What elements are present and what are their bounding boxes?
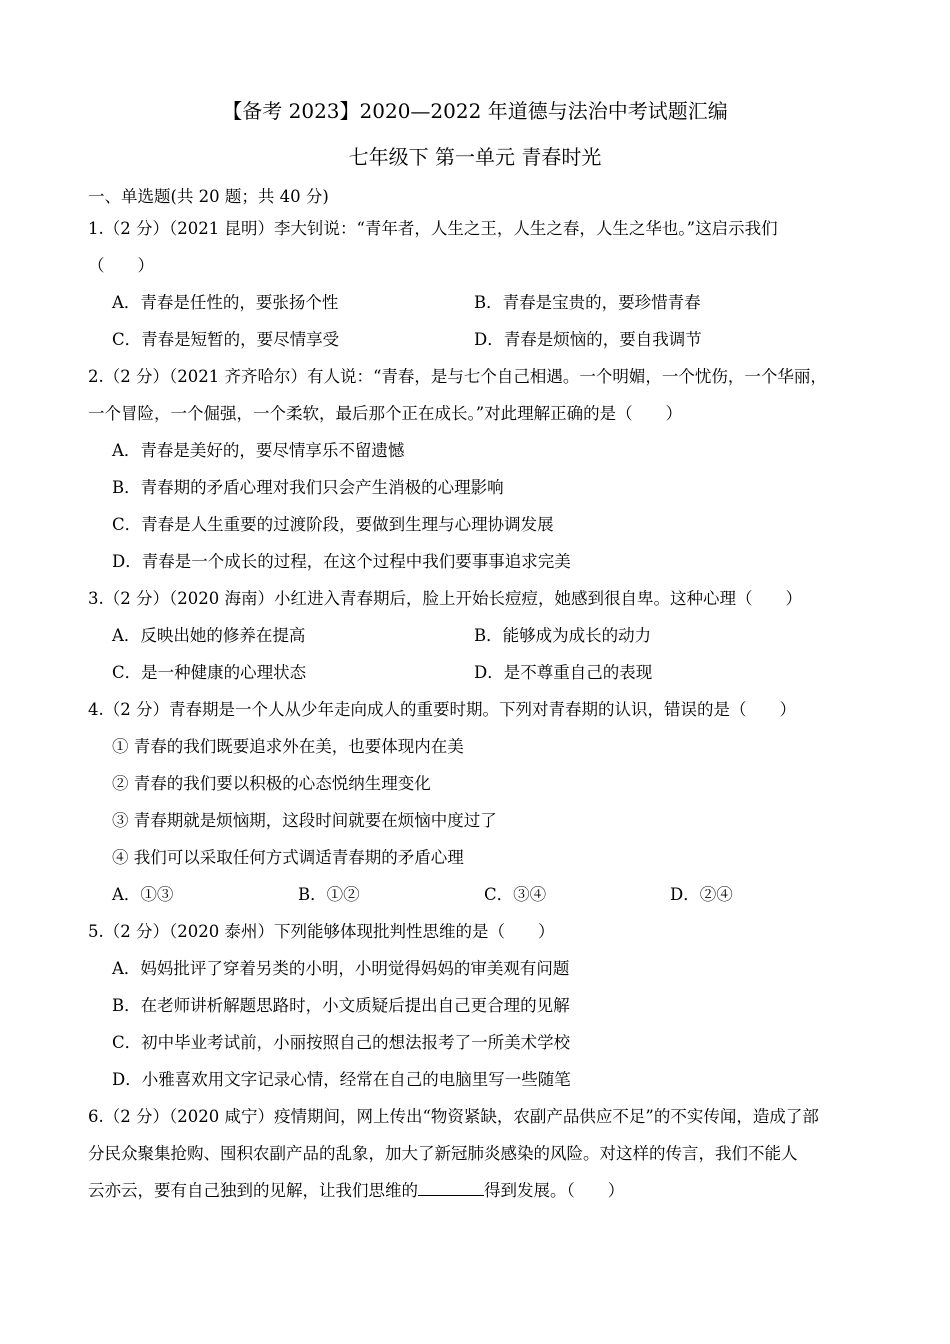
option-c: C．③④: [484, 885, 547, 904]
question-6-text-after-blank: 得到发展。（ ）: [484, 1181, 625, 1200]
question-5-stem: 5.（2 分）（2020 泰州）下列能够体现批判性思维的是（ ）: [88, 922, 555, 941]
option-c: C．是一种健康的心理状态: [112, 663, 307, 682]
question-6-text-before-blank: 云亦云，要有自己独到的见解，让我们思维的: [88, 1181, 418, 1200]
question-1: [88, 210, 862, 358]
question-1-options-cd: [88, 321, 862, 358]
option-c: C．青春是短暂的，要尽情享受: [112, 330, 340, 349]
exam-title: 【备考 2023】2020—2022 年道德与法治中考试题汇编: [222, 99, 728, 123]
question-2-stem: 2.（2 分）（2021 齐齐哈尔）有人说：“青春，是与七个自己相遇。一个明媚，一个忧伤，一个华丽，: [88, 367, 827, 386]
option-a: A．青春是美好的，要尽情享乐不留遗憾: [112, 441, 405, 460]
question-2: [88, 358, 862, 580]
question-3: [88, 580, 862, 691]
question-4-stem: 4.（2 分）青春期是一个人从少年走向成人的重要时期。下列对青春期的认识，错误的是（ ）: [88, 700, 796, 719]
answer-blank: [418, 1179, 484, 1196]
question-1-options-ab: [88, 284, 862, 321]
question-3-options-cd: [88, 654, 862, 691]
option-d: D．青春是烦恼的，要自我调节: [474, 330, 702, 349]
unit-title: 七年级下 第一单元 青春时光: [348, 145, 602, 169]
question-2-stem-cont: 一个冒险，一个倔强，一个柔软，最后那个正在成长。”对此理解正确的是（ ）: [88, 404, 683, 423]
statement-4: ④ 我们可以采取任何方式调适青春期的矛盾心理: [112, 848, 464, 867]
option-a: A．反映出她的修养在提高: [112, 626, 306, 645]
option-d: D．是不尊重自己的表现: [474, 663, 653, 682]
option-d: D．青春是一个成长的过程，在这个过程中我们要事事追求完美: [112, 552, 571, 571]
option-d: D．小雅喜欢用文字记录心情，经常在自己的电脑里写一些随笔: [112, 1070, 571, 1089]
question-1-stem: 1.（2 分）（2021 昆明）李大钊说：“青年者，人生之王，人生之春，人生之华也。”这启示我们: [88, 219, 778, 238]
section-heading: 一、单选题(共 20 题；共 40 分): [88, 187, 329, 206]
option-b: B．青春是宝贵的，要珍惜青春: [474, 293, 701, 312]
question-6-stem: 6.（2 分）（2020 咸宁）疫情期间，网上传出“物资紧缺，农副产品供应不足”的不实传闻，造成了部: [88, 1107, 819, 1126]
question-6: [88, 1098, 862, 1209]
question-6-stem-cont: 分民众聚集抢购、囤积农副产品的乱象，加大了新冠肺炎感染的风险。对这样的传言，我们不能人: [88, 1144, 798, 1163]
question-6-stem-end: [88, 1172, 862, 1209]
option-b: B．在老师讲析解题思路时，小文质疑后提出自己更合理的见解: [112, 996, 570, 1015]
question-4-options: [88, 876, 862, 913]
statement-3: ③ 青春期就是烦恼期，这段时间就要在烦恼中度过了: [112, 811, 497, 830]
option-c: C．青春是人生重要的过渡阶段，要做到生理与心理协调发展: [112, 515, 554, 534]
statement-1: ① 青春的我们既要追求外在美，也要体现内在美: [112, 737, 464, 756]
question-3-stem: 3.（2 分）（2020 海南）小红进入青春期后，脸上开始长痘痘，她感到很自卑。这种心理（ ）: [88, 589, 802, 608]
statement-2: ② 青春的我们要以积极的心态悦纳生理变化: [112, 774, 431, 793]
option-b: B．①②: [298, 885, 360, 904]
question-1-stem-cont: （ ）: [88, 256, 154, 275]
question-5: [88, 913, 862, 1098]
option-c: C．初中毕业考试前，小丽按照自己的想法报考了一所美术学校: [112, 1033, 571, 1052]
question-3-options-ab: [88, 617, 862, 654]
option-d: D．②④: [670, 885, 733, 904]
option-b: B．能够成为成长的动力: [474, 626, 652, 645]
option-a: A．妈妈批评了穿着另类的小明，小明觉得妈妈的审美观有问题: [112, 959, 570, 978]
question-4: [88, 691, 862, 913]
option-a: A．青春是任性的，要张扬个性: [112, 293, 339, 312]
option-a: A．①③: [112, 885, 174, 904]
option-b: B．青春期的矛盾心理对我们只会产生消极的心理影响: [112, 478, 504, 497]
